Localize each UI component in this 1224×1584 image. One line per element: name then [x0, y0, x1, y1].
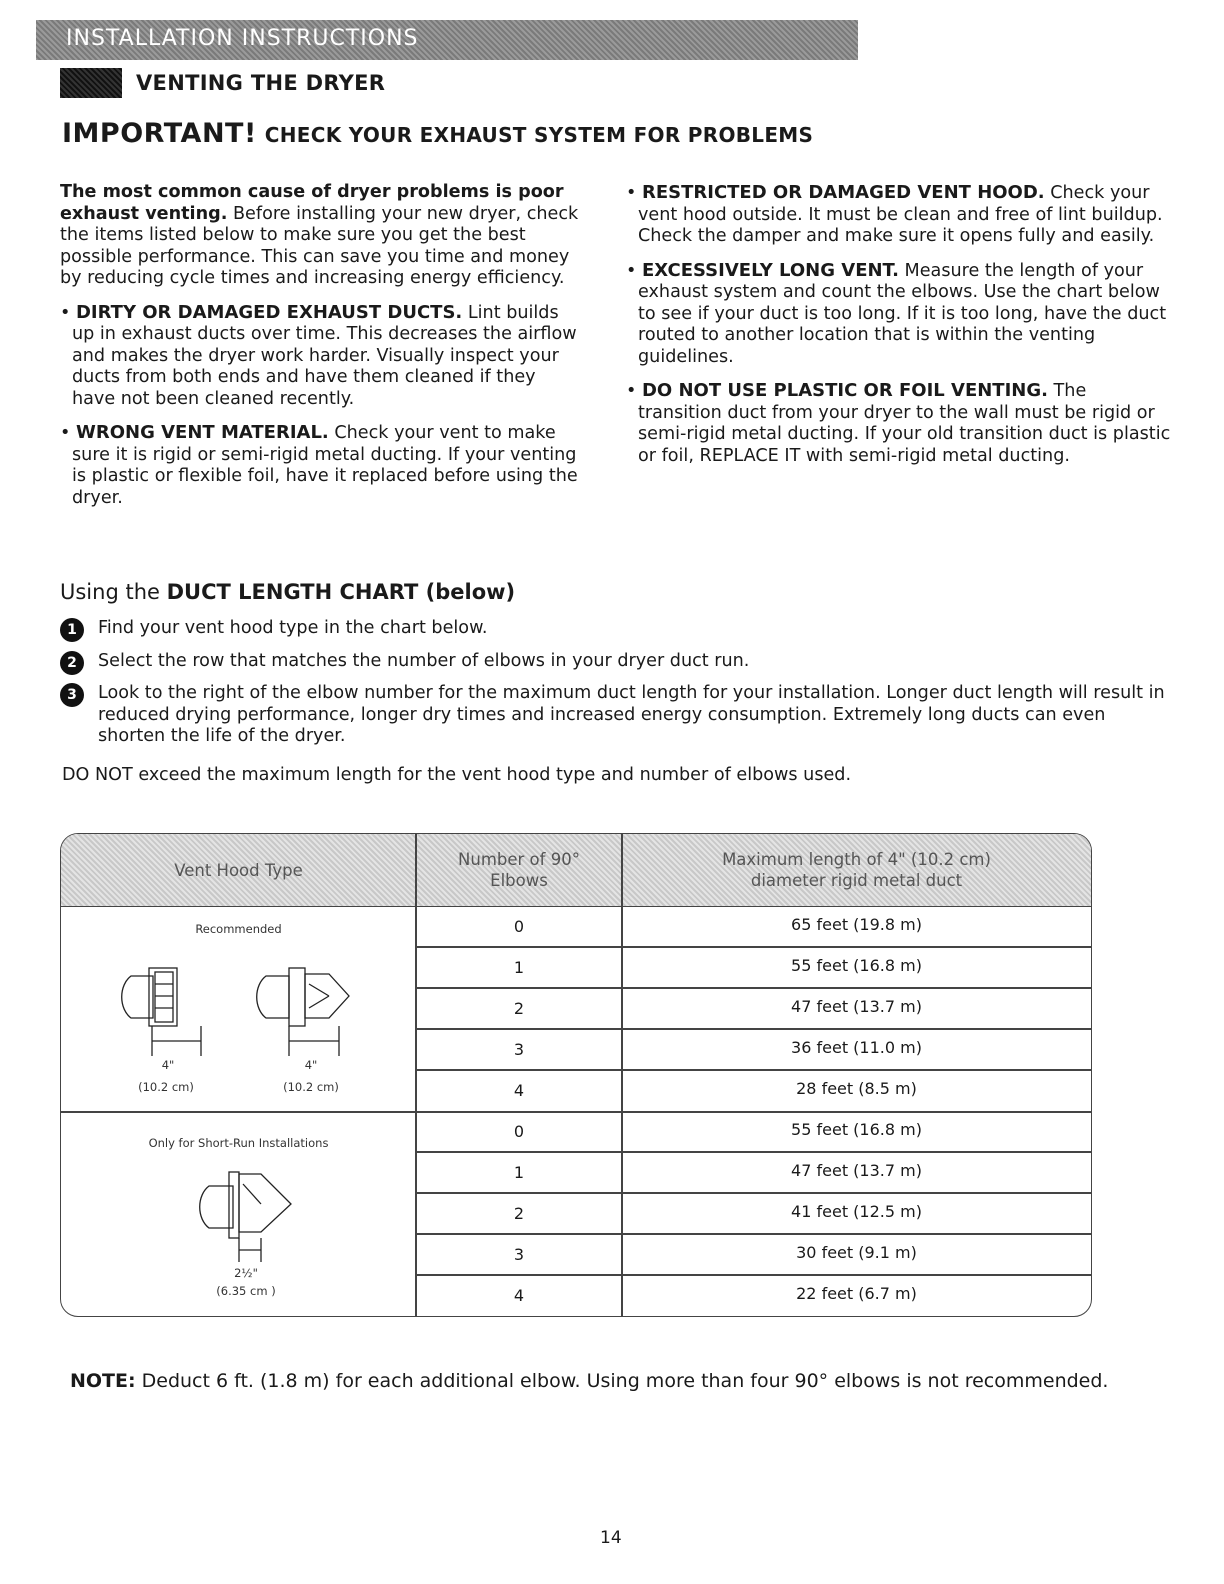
max-length: 47 feet (13.7 m) — [791, 1161, 922, 1180]
row-divider — [415, 1233, 1091, 1235]
bullet-head: WRONG VENT MATERIAL. — [75, 422, 329, 443]
box-vent-hood-icon — [122, 968, 201, 1056]
left-column — [60, 182, 580, 521]
elbow-count: 1 — [513, 1163, 525, 1182]
row-divider — [415, 987, 1091, 989]
step-1 — [60, 618, 1170, 640]
heading-title: DUCT LENGTH CHART (below) — [166, 580, 516, 604]
do-not-exceed-text: DO NOT exceed the maximum length for the vent hood type and number of elbows used. — [62, 765, 852, 785]
note — [70, 1370, 1108, 1392]
row-divider — [415, 1028, 1091, 1030]
step-text: Find your vent hood type in the chart below. — [98, 618, 488, 638]
max-length: 47 feet (13.7 m) — [791, 997, 922, 1016]
header-max-length: Maximum length of 4" (10.2 cm) diameter rigid metal duct — [722, 850, 991, 890]
bullet-long-vent: • EXCESSIVELY LONG VENT. Measure the length of your exhaust system and count the elbows. Use the chart below to see if your duct is too long. If it is too long, have the duct routed to another location that is within the venting guidelines. — [626, 259, 1167, 367]
dim-10cm: (10.2 cm) — [283, 1080, 339, 1094]
banner-title: INSTALLATION INSTRUCTIONS — [66, 26, 419, 51]
page-number: 14 — [600, 1528, 622, 1548]
important-subtitle: CHECK YOUR EXHAUST SYSTEM FOR PROBLEMS — [264, 123, 814, 147]
row-divider — [415, 1151, 1091, 1153]
bullet-dirty-ducts: • DIRTY OR DAMAGED EXHAUST DUCTS. Lint builds up in exhaust ducts over time. This decreases the airflow and makes the dryer work harder. Visually inspect your ducts from both ends and have them cleaned if they have not been cleaned recently. — [60, 301, 577, 409]
short-run-vent-hood-icon — [200, 1172, 291, 1262]
dim-6-35cm: (6.35 cm ) — [216, 1284, 276, 1298]
heading-prefix: Using the — [60, 580, 167, 604]
section-heading — [60, 68, 385, 98]
heading-block-icon — [60, 68, 122, 98]
step-2 — [60, 651, 1170, 673]
elbow-count: 4 — [513, 1081, 525, 1100]
bullet-text: The transition duct from your dryer to the wall must be rigid or semi-rigid metal ducting. If your old transition duct is plastic or foil, REPLACE IT with semi-rigid metal ducting. — [638, 381, 1171, 466]
max-length: 22 feet (6.7 m) — [796, 1284, 917, 1303]
max-length: 55 feet (16.8 m) — [791, 956, 922, 975]
max-length: 36 feet (11.0 m) — [791, 1038, 922, 1057]
section-title: VENTING THE DRYER — [136, 71, 386, 95]
elbow-count: 4 — [513, 1286, 525, 1305]
recommended-label: Recommended — [195, 922, 282, 936]
step-number-icon: 2 — [60, 651, 84, 675]
dim-4in: 4" — [304, 1058, 318, 1072]
elbow-count: 2 — [513, 1204, 525, 1223]
intro-text: Before installing your new dryer, check the items listed below to make sure you get the best possible performance. This can save you time and money by reducing cycle times and increasing energy efficiency. — [60, 203, 579, 288]
step-number-icon: 1 — [60, 618, 84, 642]
elbow-count: 3 — [513, 1040, 525, 1059]
bullet-head: DIRTY OR DAMAGED EXHAUST DUCTS. — [75, 301, 463, 323]
elbow-count: 0 — [513, 917, 525, 936]
bullet-head: RESTRICTED OR DAMAGED VENT HOOD. — [641, 182, 1045, 203]
duct-length-chart — [60, 833, 1092, 1317]
elbow-count: 1 — [513, 958, 525, 977]
step-text: Look to the right of the elbow number for the maximum duct length for your installation. Longer duct length will result in reduced drying performance, longer dry times and increased energy consumption. Extremely long ducts can even shorten the life of the dryer. — [98, 683, 1165, 746]
louver-vent-hood-icon — [257, 968, 349, 1056]
max-length: 55 feet (16.8 m) — [791, 1120, 922, 1139]
bullet-text: Check your vent hood outside. It must be clean and free of lint buildup. Check the damper and make sure it opens fully and easily. — [638, 183, 1163, 246]
row-divider — [415, 1069, 1091, 1071]
bullet-head: EXCESSIVELY LONG VENT. — [641, 259, 899, 281]
row-divider — [415, 1274, 1091, 1276]
short-run-label: Only for Short-Run Installations — [148, 1136, 329, 1150]
vent-hood-illustrations — [61, 834, 416, 1316]
bullet-text: Check your vent to make sure it is rigid or semi-rigid metal ducting. If your venting is plastic or flexible foil, have it replaced before using the dryer. — [72, 423, 578, 508]
elbow-count: 0 — [513, 1122, 525, 1141]
max-length: 65 feet (19.8 m) — [791, 915, 922, 934]
intro-bold: The most common cause of dryer problems is poor exhaust venting. — [60, 182, 564, 224]
step-3 — [60, 683, 1170, 748]
max-length: 30 feet (9.1 m) — [796, 1243, 917, 1262]
elbow-count: 2 — [513, 999, 525, 1018]
row-divider — [415, 946, 1091, 948]
steps-list — [60, 618, 1170, 759]
note-text: Deduct 6 ft. (1.8 m) for each additional elbow. Using more than four 90° elbows is not recommended. — [135, 1370, 1109, 1392]
step-text: Select the row that matches the number of elbows in your dryer duct run. — [98, 650, 750, 671]
section-banner — [36, 20, 858, 60]
important-label: IMPORTANT! — [62, 118, 257, 149]
elbow-count: 3 — [513, 1245, 525, 1264]
bullet-wrong-material: • WRONG VENT MATERIAL. Check your vent to make sure it is rigid or semi-rigid metal ducting. If your venting is plastic or flexible foil, have it replaced before using the dryer. — [60, 422, 578, 508]
bullet-text: Lint builds up in exhaust ducts over time. This decreases the airflow and makes the dryer work harder. Visually inspect your ducts from both ends and have them cleaned if they have not been cleaned recently. — [72, 302, 577, 409]
bullet-vent-hood: • RESTRICTED OR DAMAGED VENT HOOD. Check your vent hood outside. It must be clean and free of lint buildup. Check the damper and make sure it opens fully and easily. — [626, 182, 1163, 246]
dim-4in: 4" — [161, 1058, 175, 1072]
important-heading — [62, 118, 813, 149]
right-column — [626, 182, 1171, 479]
note-label: NOTE: — [70, 1370, 136, 1392]
dim-10cm: (10.2 cm) — [138, 1080, 194, 1094]
chart-usage-heading — [60, 580, 515, 604]
max-length: 28 feet (8.5 m) — [796, 1079, 917, 1098]
row-divider — [415, 1192, 1091, 1194]
dim-2-5in: 2½" — [234, 1266, 258, 1280]
header-elbows: Number of 90° Elbows — [458, 850, 580, 890]
bullet-head: DO NOT USE PLASTIC OR FOIL VENTING. — [641, 380, 1048, 401]
max-length: 41 feet (12.5 m) — [791, 1202, 922, 1221]
bullet-plastic-foil: • DO NOT USE PLASTIC OR FOIL VENTING. The transition duct from your dryer to the wall must be rigid or semi-rigid metal ducting. If your old transition duct is plastic or foil, REPLACE IT with semi-rigid metal ducting. — [626, 380, 1171, 466]
header-vent-hood: Vent Hood Type — [174, 860, 303, 880]
bullet-text: Measure the length of your exhaust system and count the elbows. Use the chart below to see if your duct is too long. If it is too long, have the duct routed to another location that is within the venting guidelines. — [638, 260, 1167, 367]
intro-paragraph — [60, 182, 580, 290]
step-number-icon: 3 — [60, 683, 84, 707]
